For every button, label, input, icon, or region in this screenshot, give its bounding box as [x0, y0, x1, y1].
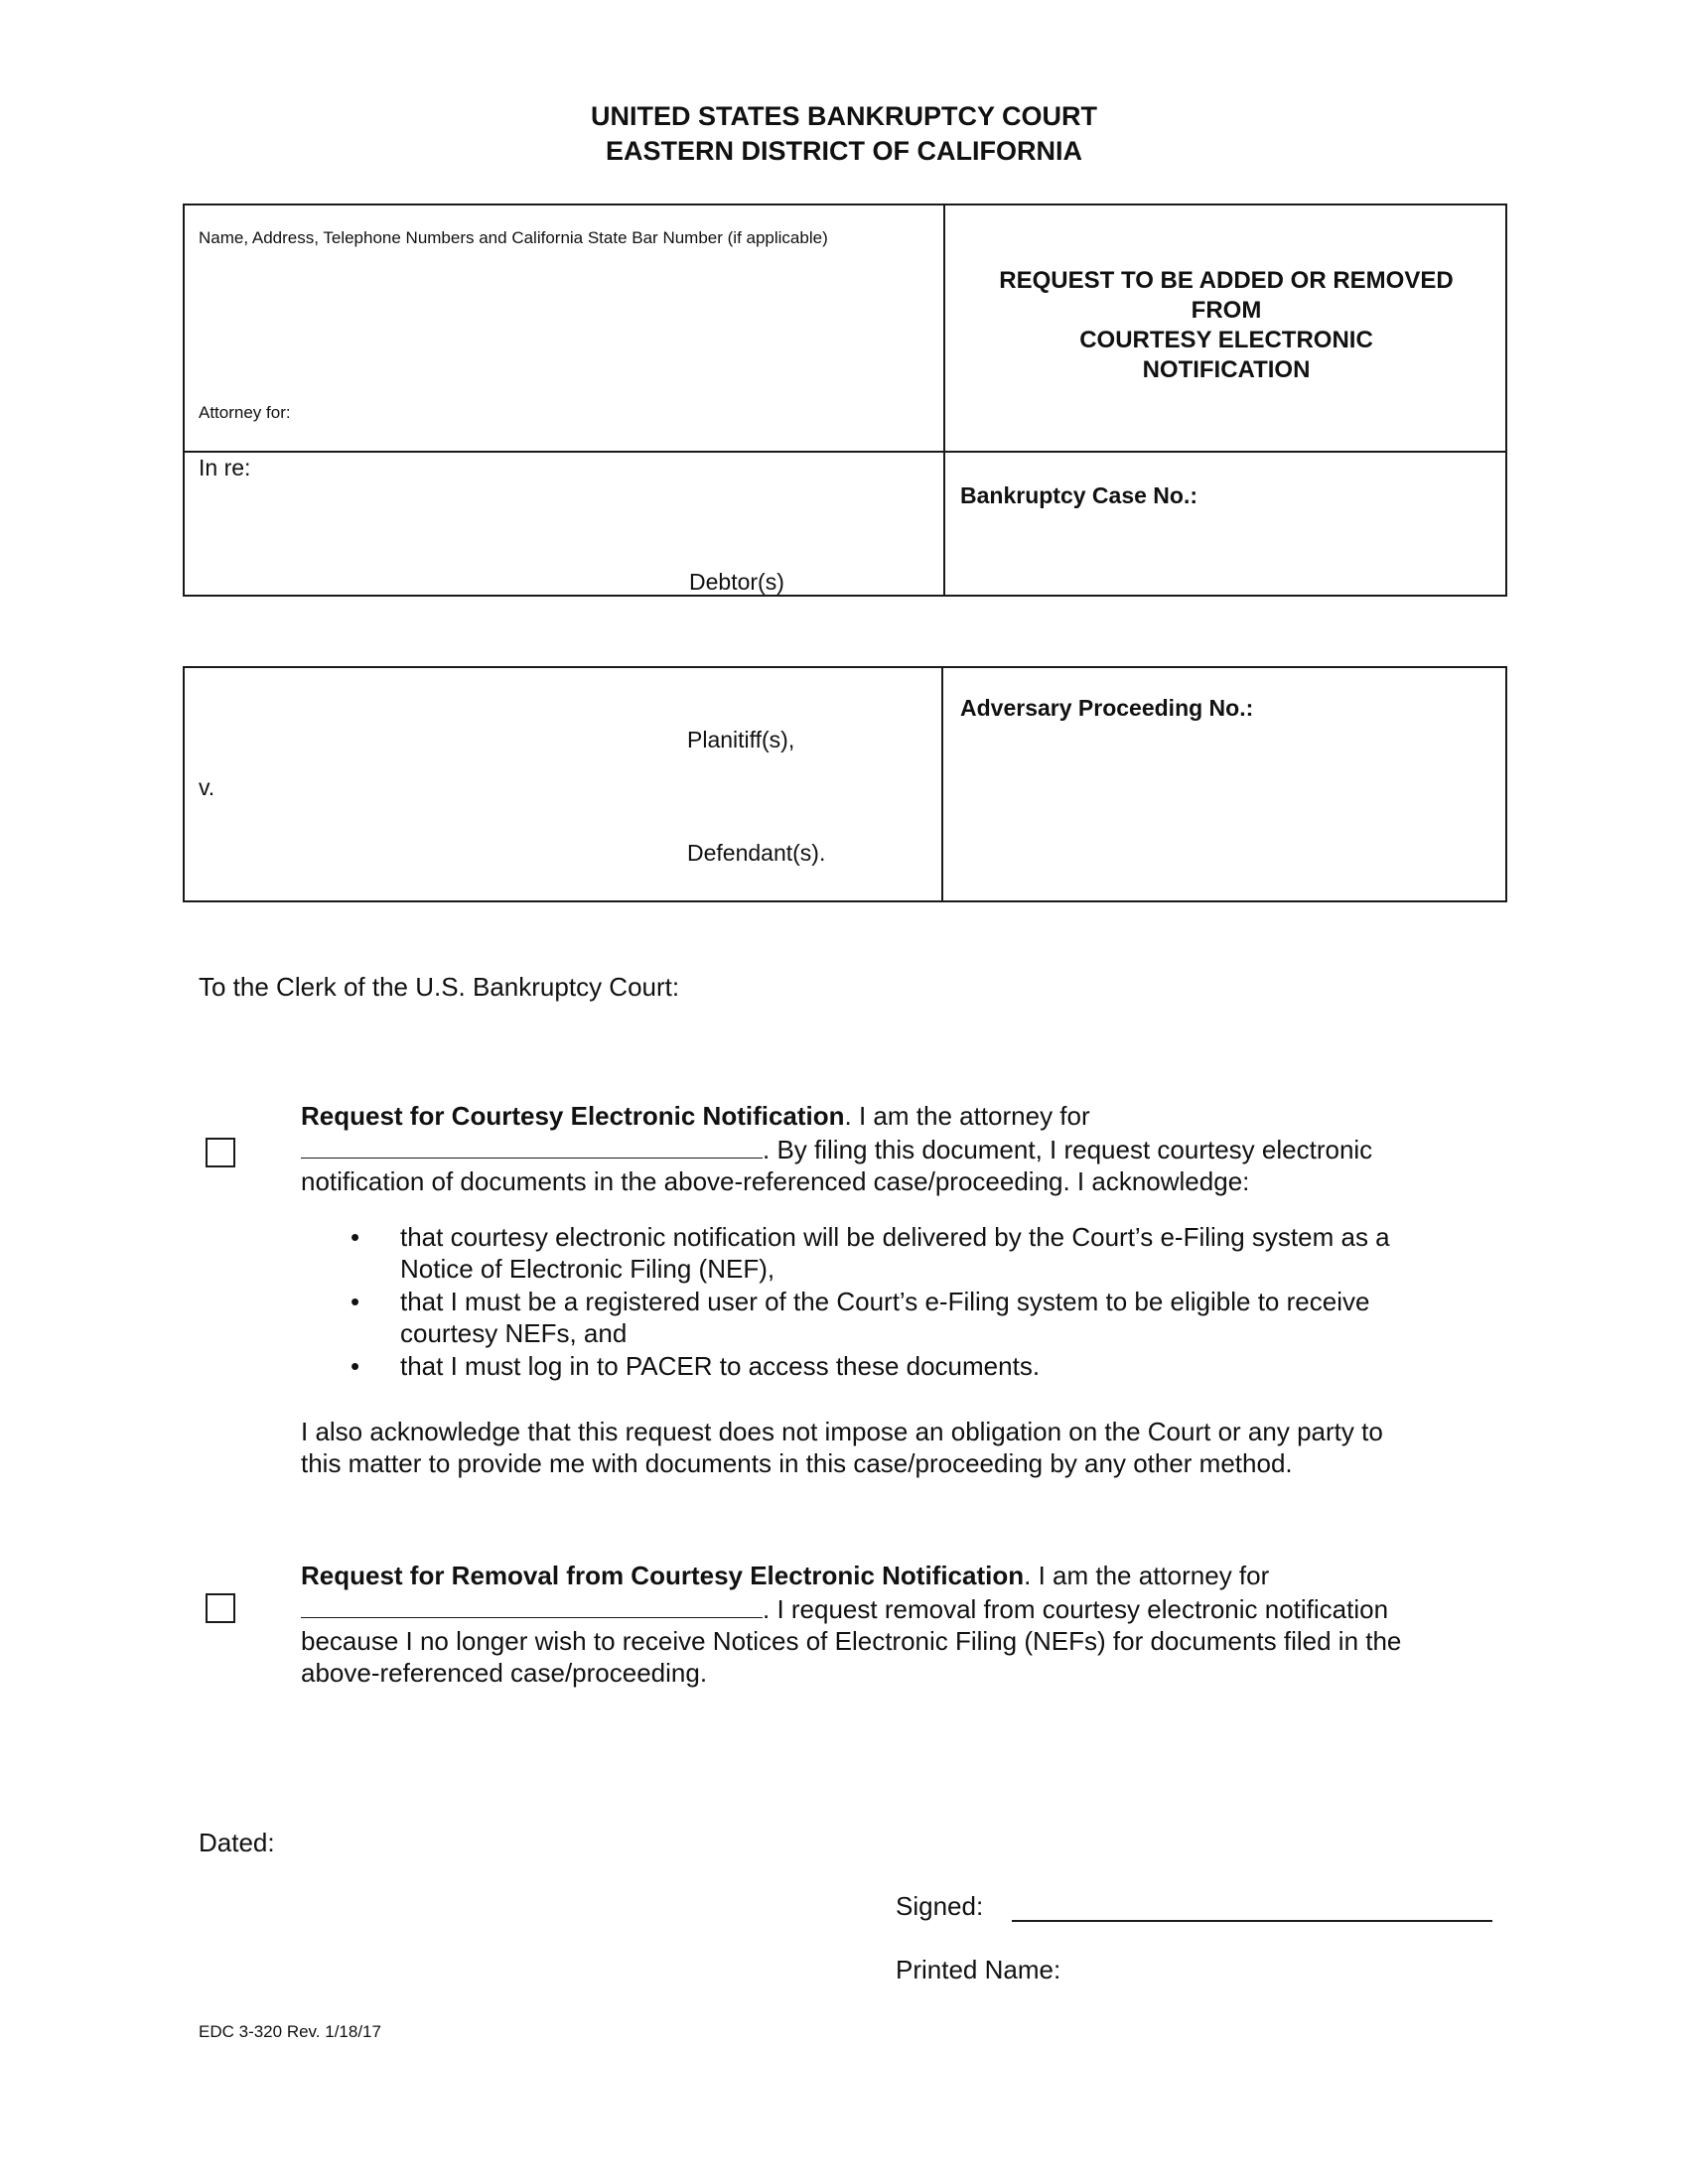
- dated-field[interactable]: [288, 1827, 685, 1858]
- defendant-label: Defendant(s).: [687, 840, 826, 866]
- signed-label: Signed:: [896, 1891, 984, 1921]
- request-title-line: NOTIFICATION: [1142, 356, 1311, 383]
- court-name: UNITED STATES BANKRUPTCY COURT: [590, 101, 1097, 131]
- request-title-line: FROM: [1191, 297, 1262, 324]
- request-add-section: [301, 1100, 1522, 1479]
- form-id: EDC 3-320 Rev. 1/18/17: [199, 2022, 381, 2041]
- printed-name-label: Printed Name:: [896, 1955, 1061, 1984]
- request-add-after-blank: . By filing this document, I request courtesy electronic: [763, 1135, 1373, 1164]
- request-remove-heading: Request for Removal from Courtesy Electronic Notification: [301, 1561, 1025, 1590]
- bullet-icon: •: [351, 1351, 360, 1381]
- adversary-number-label: Adversary Proceeding No.:: [960, 695, 1254, 721]
- request-remove-client-blank[interactable]: [301, 1591, 763, 1618]
- court-district: EASTERN DISTRICT OF CALIFORNIA: [606, 136, 1082, 166]
- request-remove-section: [301, 1560, 1522, 1689]
- dated-label: Dated:: [199, 1828, 275, 1857]
- acknowledgment-list: [301, 1221, 1522, 1382]
- debtor-name-field[interactable]: [199, 486, 923, 566]
- request-remove-intro: . I am the attorney for: [1024, 1561, 1270, 1590]
- acknowledgment-line: courtesy NEFs, and: [400, 1318, 628, 1348]
- request-remove-after-blank: . I request removal from courtesy electronic notification: [763, 1594, 1389, 1624]
- versus-label: v.: [199, 774, 215, 800]
- request-add-heading: Request for Courtesy Electronic Notification: [301, 1101, 845, 1131]
- case-number-field[interactable]: [1216, 480, 1494, 512]
- request-remove-checkbox[interactable]: [206, 1593, 235, 1623]
- request-remove-line4: above-referenced case/proceeding.: [301, 1658, 708, 1688]
- attorney-info-field[interactable]: [199, 258, 923, 397]
- request-title-line: COURTESY ELECTRONIC: [1079, 327, 1373, 353]
- plaintiff-label: Planitiff(s),: [687, 727, 795, 752]
- acknowledgment-line: that I must log in to PACER to access these documents.: [400, 1351, 1041, 1381]
- request-add-client-blank[interactable]: [301, 1132, 763, 1159]
- printed-name-field[interactable]: [1082, 1952, 1492, 1983]
- request-title: [945, 266, 1507, 385]
- also-acknowledge-line: I also acknowledge that this request does not impose an obligation on the Court or any party to: [301, 1417, 1383, 1446]
- plaintiff-name-field[interactable]: [199, 685, 923, 721]
- defendant-name-field[interactable]: [199, 806, 923, 842]
- list-item: [301, 1221, 1522, 1285]
- debtor-label: Debtor(s): [689, 569, 784, 595]
- caption-row-divider: [183, 451, 1507, 453]
- caption-divider: [943, 204, 945, 597]
- adversary-divider: [941, 666, 943, 902]
- request-add-line3: notification of documents in the above-referenced case/proceeding. I acknowledge:: [301, 1166, 1250, 1196]
- bullet-icon: •: [351, 1222, 360, 1252]
- salutation: To the Clerk of the U.S. Bankruptcy Court:: [199, 972, 680, 1002]
- request-remove-line3: because I no longer wish to receive Notices of Electronic Filing (NEFs) for documents filed in the: [301, 1626, 1402, 1656]
- list-item: [301, 1350, 1522, 1382]
- also-acknowledge-line: this matter to provide me with documents in this case/proceeding by any other method.: [301, 1448, 1293, 1478]
- adversary-number-field[interactable]: [960, 733, 1486, 764]
- request-add-intro: . I am the attorney for: [844, 1101, 1090, 1131]
- acknowledgment-line: that I must be a registered user of the Court’s e-Filing system to be eligible to receive: [400, 1287, 1370, 1316]
- also-acknowledge-paragraph: [301, 1416, 1522, 1479]
- request-title-line: REQUEST TO BE ADDED OR REMOVED: [999, 267, 1454, 294]
- acknowledgment-line: that courtesy electronic notification will be delivered by the Court’s e-Filing system as a: [400, 1222, 1390, 1252]
- attorney-for-label: Attorney for:: [199, 403, 291, 422]
- list-item: [301, 1286, 1522, 1349]
- attorney-info-label: Name, Address, Telephone Numbers and California State Bar Number (if applicable): [199, 228, 828, 247]
- acknowledgment-line: Notice of Electronic Filing (NEF),: [400, 1254, 775, 1284]
- signature-line[interactable]: [1012, 1886, 1492, 1922]
- bullet-icon: •: [351, 1287, 360, 1316]
- case-number-label: Bankruptcy Case No.:: [960, 482, 1198, 508]
- in-re-label: In re:: [199, 455, 251, 480]
- request-add-checkbox[interactable]: [206, 1138, 235, 1167]
